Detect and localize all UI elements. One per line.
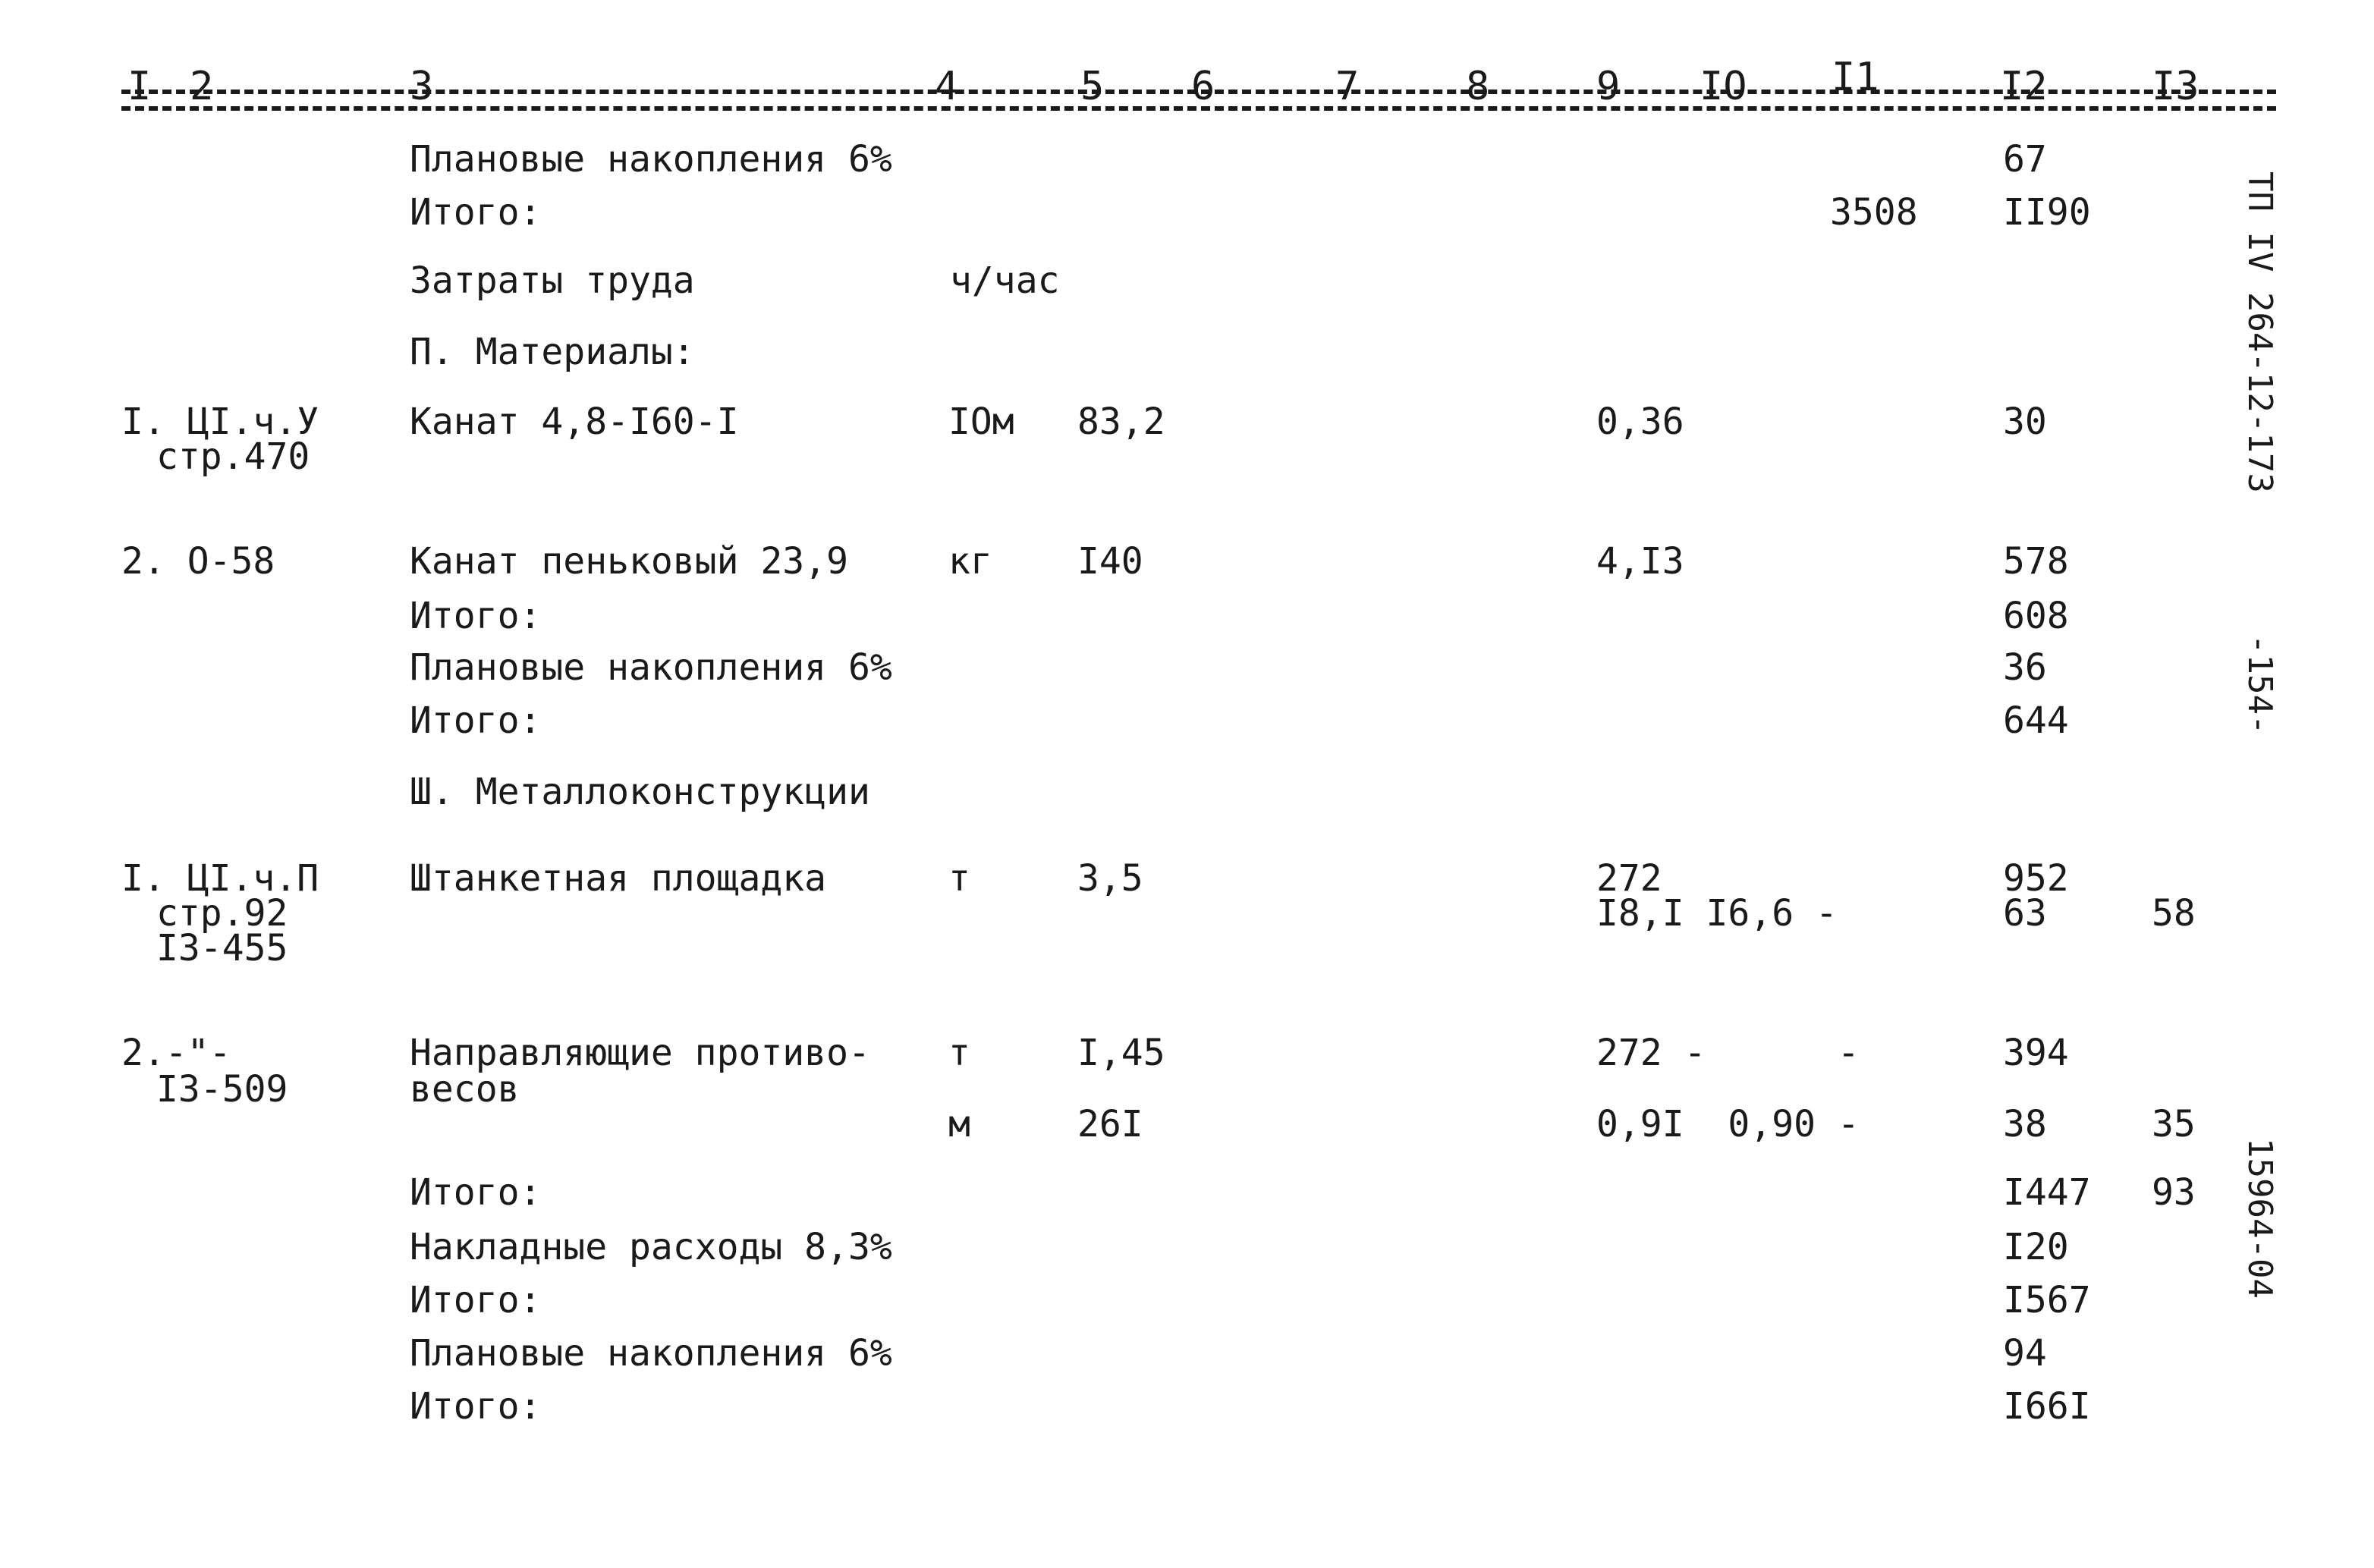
column-header-10: IO [1700,64,1747,109]
material-2-number: 2. O-58 [121,540,275,583]
labor-cost-label: Затраты труда [410,259,695,302]
metal-2-number: 2.-"- [121,1032,231,1074]
metal-2-col13: 35 [2152,1103,2196,1145]
overhead-total-value: I567 [2003,1279,2091,1321]
material-2-name: Канат пеньковый 23,9 [410,540,848,583]
metal-2-name-line1: Направляющие противо- [410,1032,870,1074]
column-header-6: 6 [1191,64,1215,109]
final-savings-label: Плановые накопления 6% [410,1332,892,1375]
metal-2-price-2: 0,9I 0,90 - [1596,1103,1860,1145]
material-1-total: 30 [2003,401,2047,443]
column-header-3: 3 [410,64,434,109]
final-subtotal-col13: 93 [2152,1171,2196,1214]
margin-inventory-number: 15964-04 [2240,1138,2279,1299]
metal-2-unit-2: м [948,1103,970,1145]
metal-1-wage-total: 63 [2003,892,2047,935]
final-subtotal-label: Итого: [410,1171,542,1214]
metal-1-number: I. ЦI.ч.П [121,857,319,900]
final-savings-value: 94 [2003,1332,2047,1375]
material-1-number: I. ЦI.ч.У [121,401,319,443]
materials-subtotal-value: 608 [2003,595,2069,637]
material-2-price: 4,I3 [1596,540,1684,583]
metal-1-reference: стр.92 [156,892,288,935]
metal-2-total-2: 38 [2003,1103,2047,1145]
material-1-quantity: 83,2 [1077,401,1165,443]
section-metal-title: Ш. Металлоконструкции [410,771,870,813]
metal-1-name: Штанкетная площадка [410,857,827,900]
section-materials-title: П. Материалы: [410,331,695,373]
grand-total-label: Итого: [410,1385,542,1428]
material-1-price: 0,36 [1596,401,1684,443]
metal-1-col13: 58 [2152,892,2196,935]
material-1-reference: стр.470 [156,435,310,478]
material-2-total: 578 [2003,540,2069,583]
column-header-12: I2 [2000,64,2048,109]
column-header-4: 4 [935,64,959,109]
subtotal-label: Итого: [410,191,542,234]
materials-total-value: 644 [2003,699,2069,742]
metal-2-quantity-2: 26I [1077,1103,1143,1145]
labor-cost-unit: ч/час [950,259,1060,302]
materials-total-label: Итого: [410,699,542,742]
overhead-label: Накладные расходы 8,3% [410,1226,892,1268]
header-dashed-rule-top [121,90,2276,94]
material-2-quantity: I40 [1077,540,1143,583]
metal-1-quantity: 3,5 [1077,857,1143,900]
final-subtotal-value: I447 [2003,1171,2091,1214]
metal-2-price-1: 272 - - [1596,1032,1860,1074]
metal-2-code: I3-509 [156,1068,288,1111]
column-header-9: 9 [1596,64,1621,109]
subtotal-col12: II90 [2003,191,2091,234]
column-header-1: I [127,64,152,109]
metal-1-code: I3-455 [156,927,288,969]
metal-2-quantity-1: I,45 [1077,1032,1165,1074]
overhead-total-label: Итого: [410,1279,542,1321]
planned-savings-label: Плановые накопления 6% [410,138,892,181]
column-header-8: 8 [1466,64,1490,109]
metal-1-price: 272 [1596,857,1662,900]
metal-1-price-breakdown: I8,I I6,6 - [1596,892,1838,935]
material-1-name: Канат 4,8-I60-I [410,401,739,443]
metal-2-total-1: 394 [2003,1032,2069,1074]
overhead-value: I20 [2003,1226,2069,1268]
planned-savings-total: 67 [2003,138,2047,181]
materials-savings-value: 36 [2003,646,2047,689]
grand-total-value: I66I [2003,1385,2091,1428]
column-header-2: 2 [190,64,214,109]
subtotal-col11: 3508 [1830,191,1918,234]
material-2-unit: кг [948,540,992,583]
metal-1-unit: т [948,857,970,900]
metal-2-unit-1: т [948,1032,970,1074]
margin-page-number: -154- [2240,634,2279,735]
materials-subtotal-label: Итого: [410,595,542,637]
column-header-13: I3 [2152,64,2199,109]
materials-savings-label: Плановые накопления 6% [410,646,892,689]
header-dashed-rule-bottom [121,106,2276,111]
margin-document-code: ТП IV 264-12-173 [2240,171,2279,493]
column-header-7: 7 [1335,64,1360,109]
column-header-11: I1 [1832,55,1879,100]
material-1-unit: IOм [948,401,1014,443]
metal-2-name-line2: весов [410,1068,520,1111]
metal-1-total: 952 [2003,857,2069,900]
column-header-5: 5 [1080,64,1105,109]
